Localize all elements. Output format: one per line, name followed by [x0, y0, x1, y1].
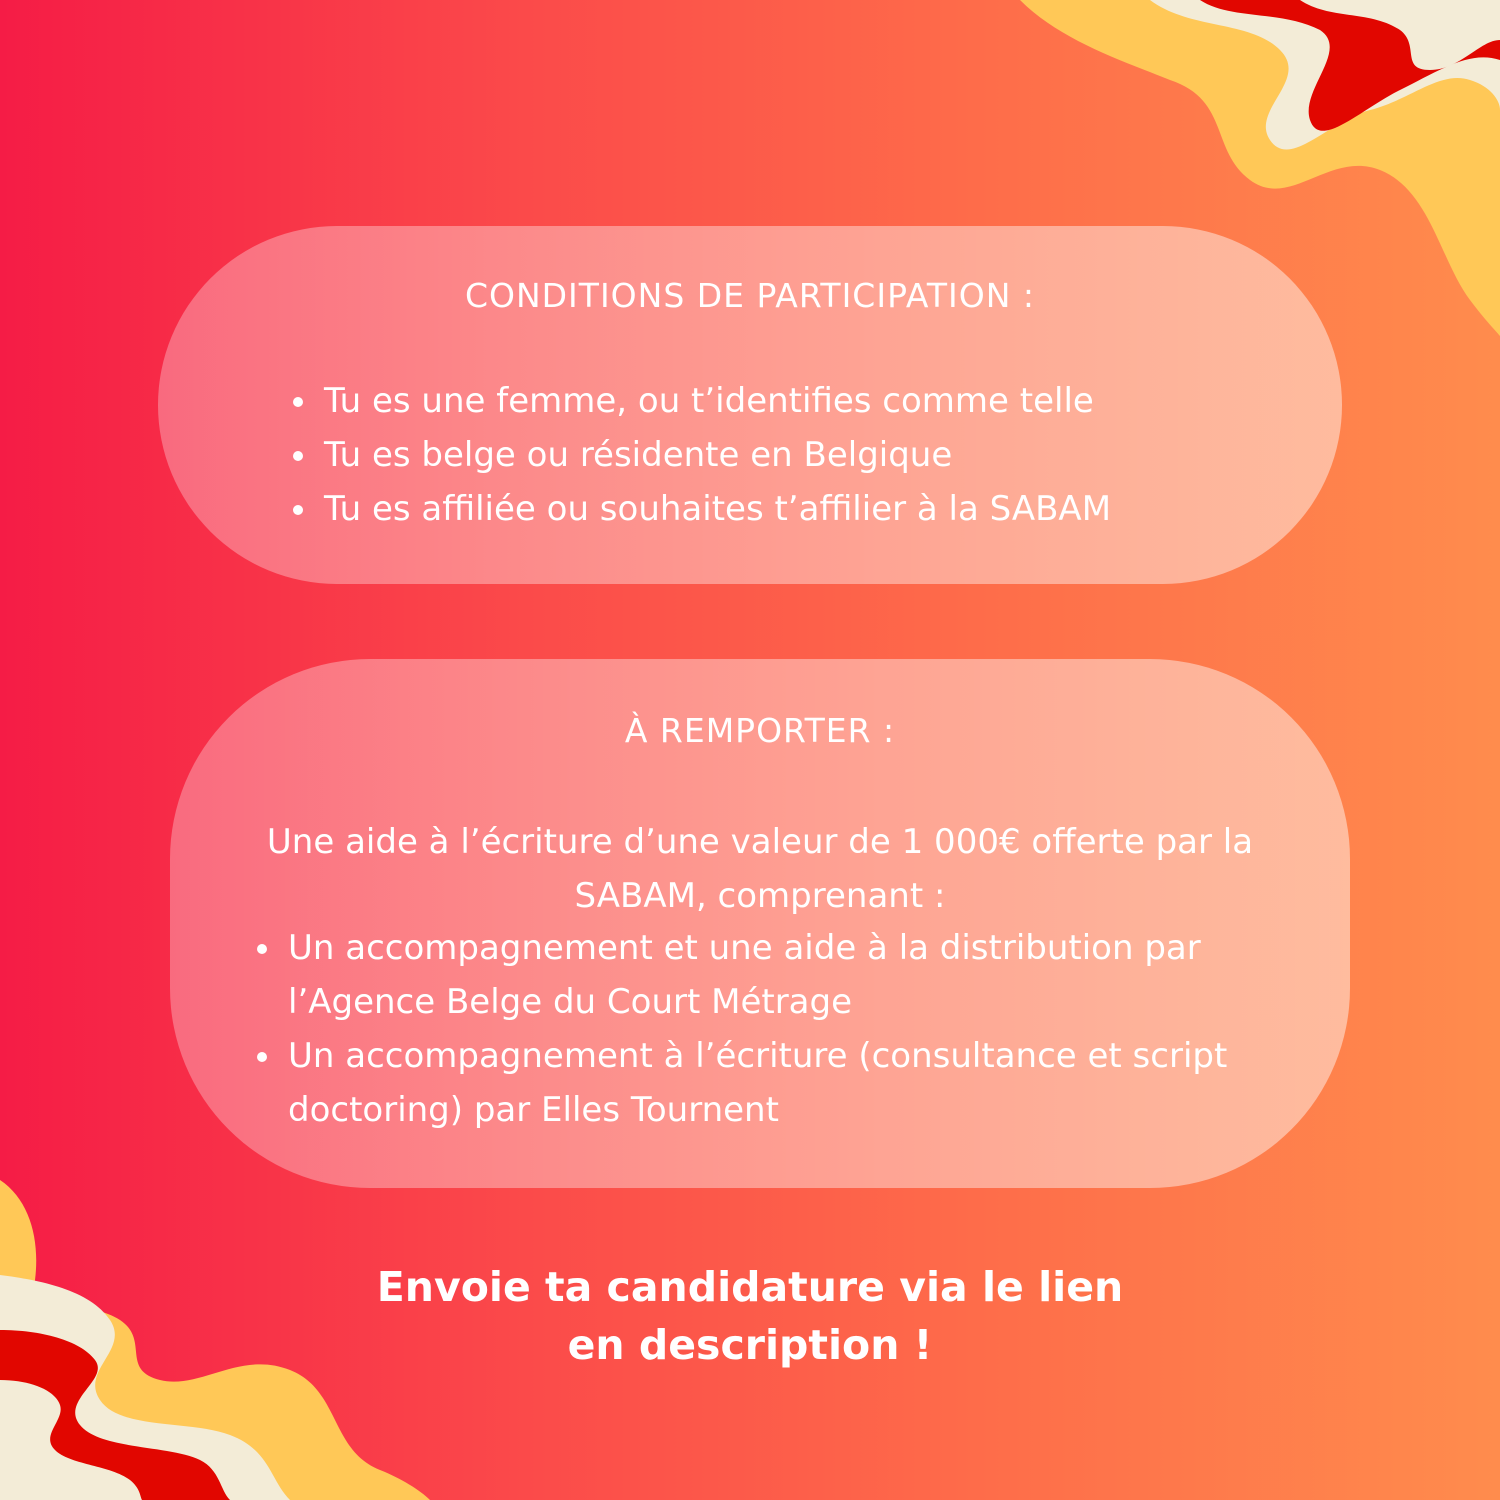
list-item [288, 428, 1111, 482]
call-to-action [0, 1258, 1500, 1374]
prize-list [252, 921, 1318, 1137]
bullet-icon [293, 505, 303, 515]
list-item-text: Tu es une femme, ou t’identifies comme telle [324, 381, 1094, 421]
conditions-card [158, 226, 1342, 584]
cta-line-1: Envoie ta candidature via le lien [376, 1263, 1124, 1311]
list-item-text: Un accompagnement à l’écriture (consultance et script doctoring) par Elles Tournent [288, 1036, 1228, 1130]
list-item-text: Un accompagnement et une aide à la distribution par l’Agence Belge du Court Métrage [288, 928, 1201, 1022]
conditions-list [288, 374, 1111, 536]
list-item [252, 921, 1318, 1029]
bullet-icon [293, 451, 303, 461]
list-item [252, 1029, 1318, 1137]
cta-line-2: en description ! [567, 1321, 933, 1369]
prize-card [170, 659, 1350, 1188]
list-item [288, 374, 1111, 428]
prize-title: À REMPORTER : [624, 711, 896, 750]
conditions-title: CONDITIONS DE PARTICIPATION : [464, 276, 1036, 315]
list-item-text: Tu es affiliée ou souhaites t’affilier à la SABAM [324, 489, 1112, 529]
list-item [288, 482, 1111, 536]
list-item-text: Tu es belge ou résidente en Belgique [324, 435, 953, 475]
bullet-icon [293, 397, 303, 407]
prize-intro: Une aide à l’écriture d’une valeur de 1 000€ offerte par la SABAM, comprenant : [266, 822, 1254, 916]
bullet-icon [257, 1052, 267, 1062]
bullet-icon [257, 944, 267, 954]
